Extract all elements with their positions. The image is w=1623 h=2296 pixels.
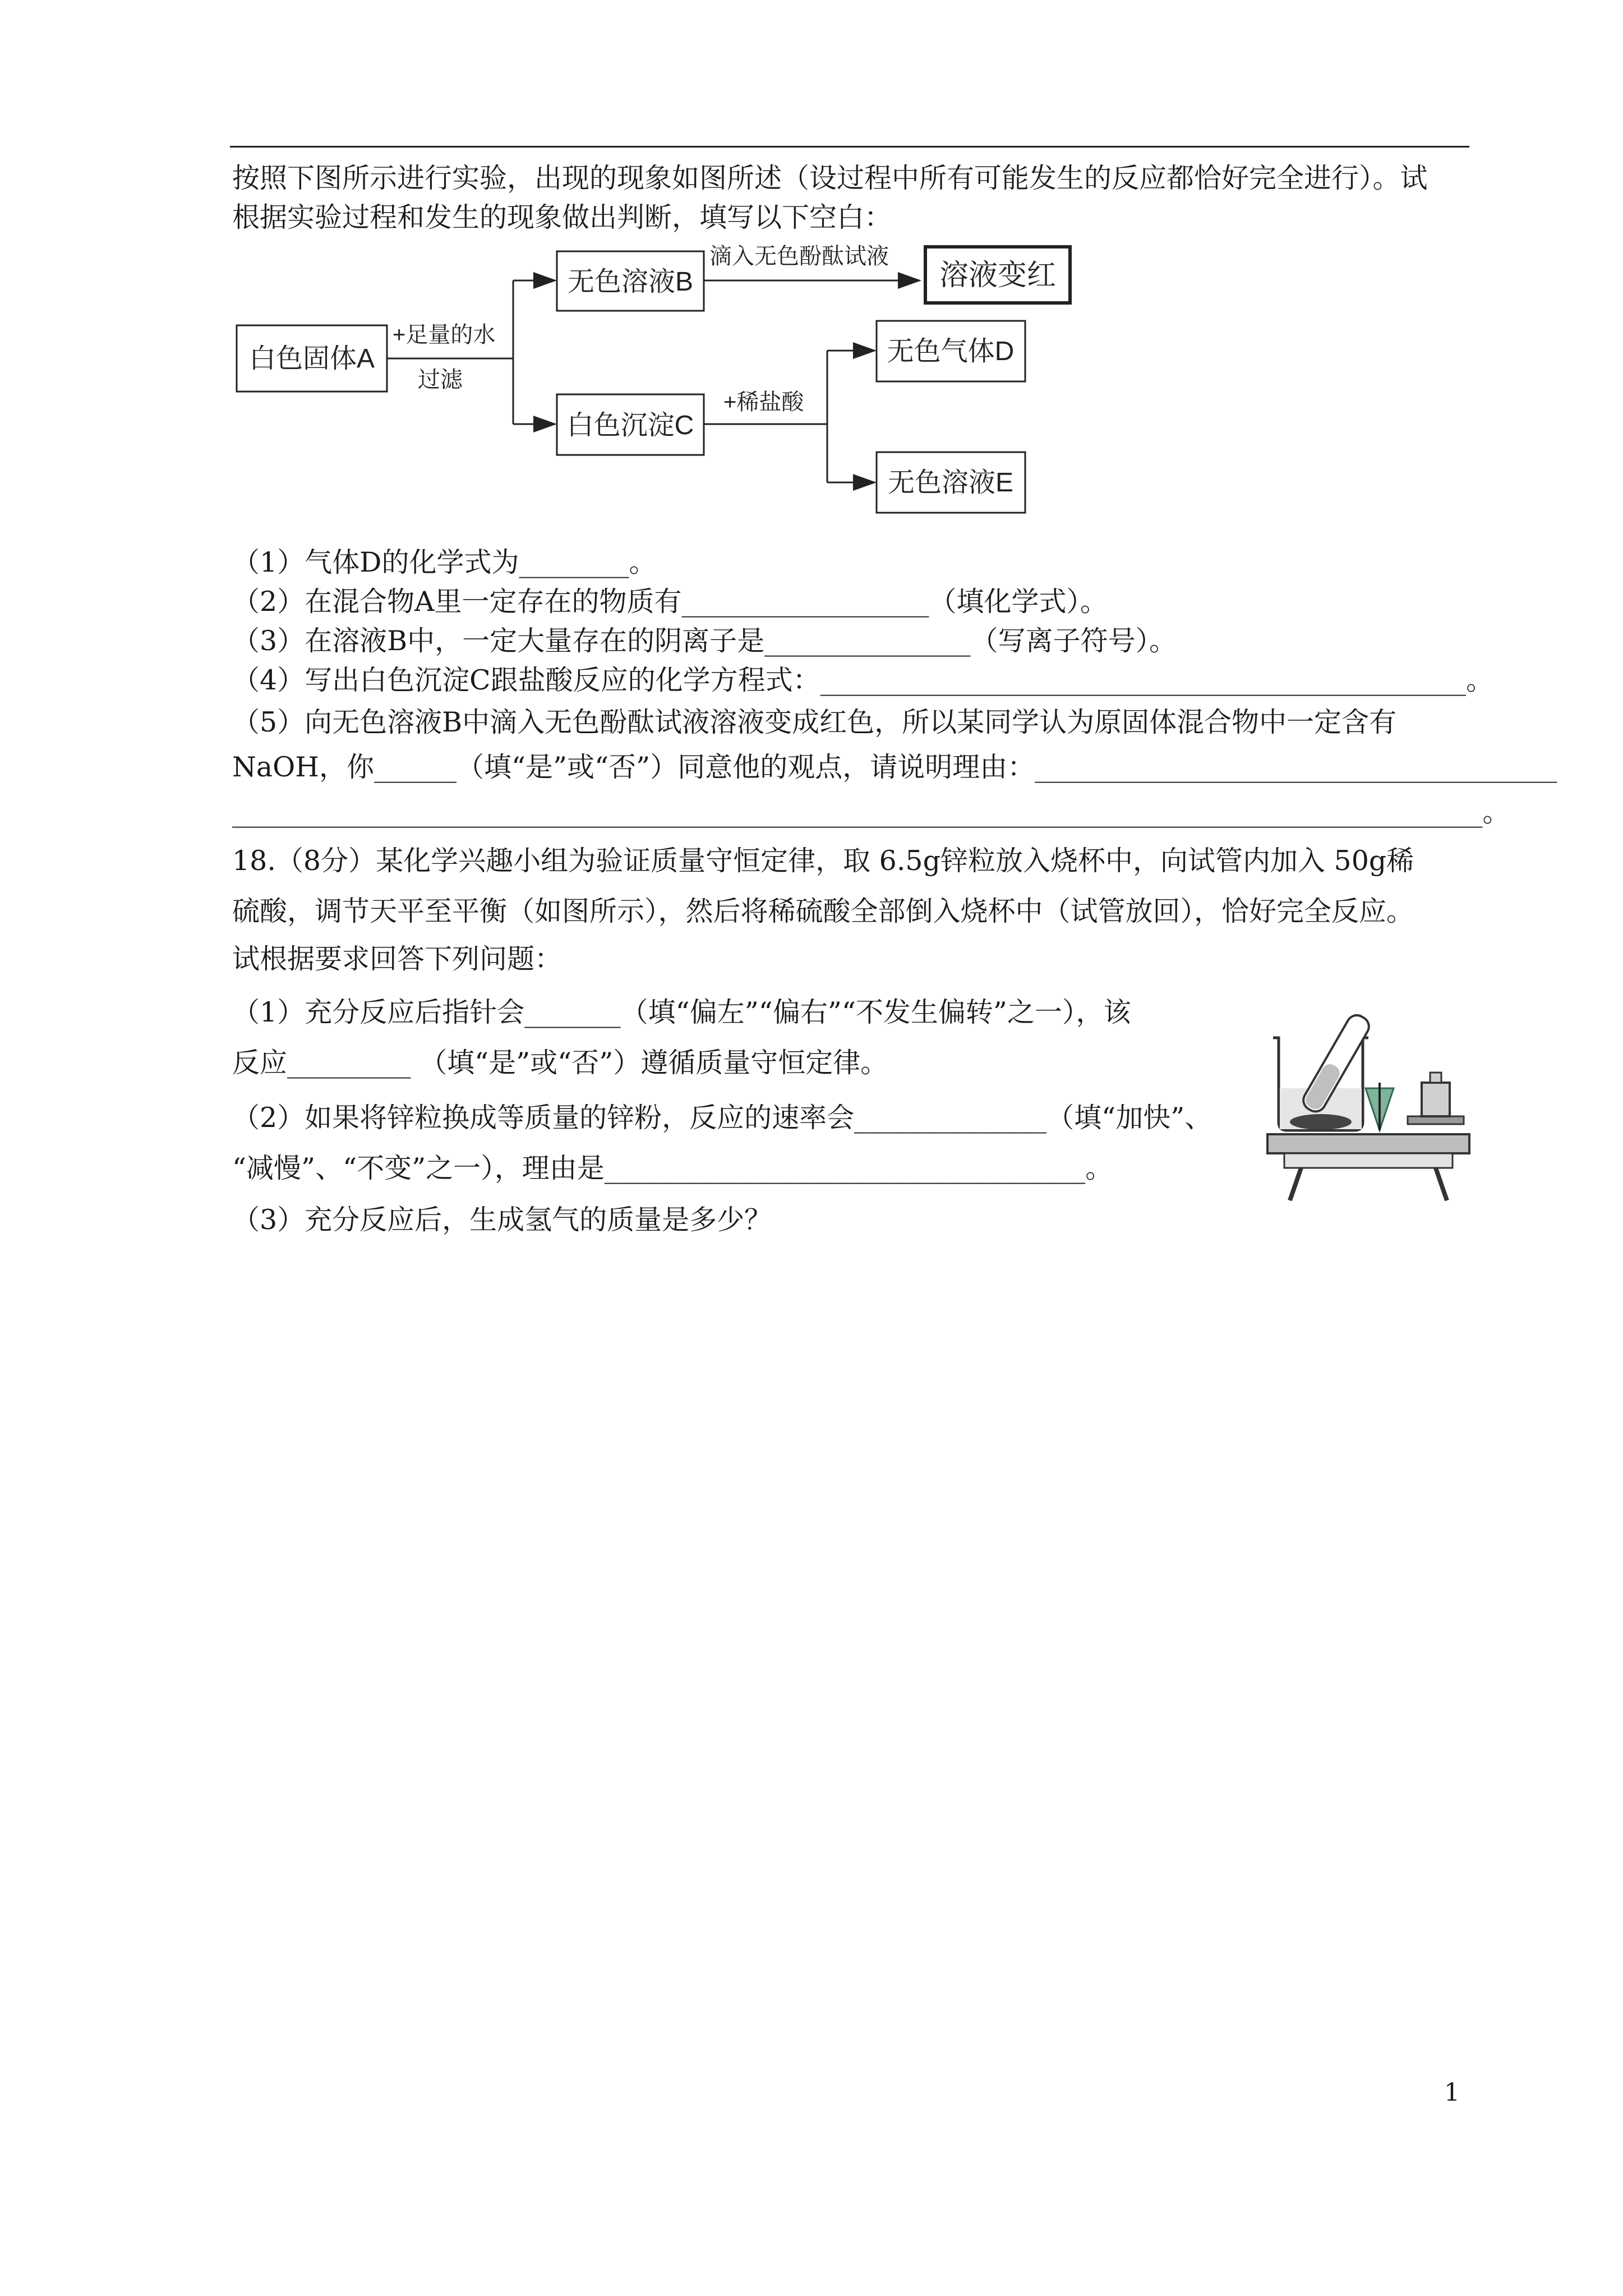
label-water: +足量的水	[393, 323, 496, 347]
weight-knob	[1430, 1073, 1441, 1083]
box-b-label: 无色溶液B	[567, 267, 694, 297]
q17-intro-line2: 根据实验过程和发生的现象做出判断，填写以下空白：	[232, 201, 892, 233]
q18-line1: 18.（8分）某化学兴趣小组为验证质量守恒定律，取 6.5g锌粒放入烧杯中，向试管内加入 50g稀	[232, 845, 1414, 877]
zinc-granules	[1290, 1114, 1352, 1130]
right-pan	[1408, 1116, 1464, 1124]
q17-part5-line3: ___________________________________________________________________________________________。	[232, 796, 1510, 828]
q18-part2-line1: （2）如果将锌粒换成等质量的锌粉，反应的速率会______________（填“加快”、	[232, 1102, 1212, 1134]
balance-beaker-figure	[1262, 1004, 1475, 1206]
q17-part5-line2: NaOH，你______（填“是”或“否”）同意他的观点，请说明理由：______________________________________	[232, 751, 1557, 783]
experiment-flow-diagram	[230, 236, 1094, 539]
scale-leg-left	[1290, 1168, 1301, 1200]
q18-line2: 硫酸，调节天平至平衡（如图所示），然后将稀硫酸全部倒入烧杯中（试管放回），恰好完全反应。	[232, 895, 1414, 927]
box-d-label: 无色气体D	[887, 337, 1015, 366]
scale-leg-right	[1436, 1168, 1447, 1200]
label-dilute-hcl: +稀盐酸	[723, 390, 804, 415]
q17-intro-line1: 按照下图所示进行实验，出现的现象如图所述（设过程中所有可能发生的反应都恰好完全进行）。试	[232, 162, 1428, 194]
q17-part1: （1）气体D的化学式为________。	[232, 546, 657, 578]
q17-part3: （3）在溶液B中，一定大量存在的阴离子是_______________（写离子符号）。	[232, 625, 1177, 657]
label-phenolphthalein: 滴入无色酚酞试液	[709, 244, 889, 269]
q18-line3: 试根据要求回答下列问题：	[232, 943, 562, 975]
scale-base	[1284, 1153, 1453, 1168]
page-number: 1	[1444, 2078, 1460, 2107]
q18-part1-line1: （1）充分反应后指针会_______（填“偏左”“偏右”“不发生偏转”之一），该	[232, 996, 1131, 1028]
scale-base-top	[1267, 1134, 1469, 1153]
q18-part2-line2: “减慢”、“不变”之一），理由是___________________________________。	[232, 1152, 1113, 1184]
q17-part2: （2）在混合物A里一定存在的物质有__________________（填化学式）。	[232, 586, 1108, 618]
box-a-label: 白色固体A	[248, 344, 375, 374]
q18-part3: （3）充分反应后，生成氢气的质量是多少？	[232, 1204, 772, 1236]
q17-part5-line1: （5）向无色溶液B中滴入无色酚酞试液溶液变成红色，所以某同学认为原固体混合物中一定含有	[232, 706, 1397, 738]
box-c-label: 白色沉淀C	[566, 411, 694, 440]
weight-icon	[1422, 1083, 1450, 1116]
q17-part4: （4）写出白色沉淀C跟盐酸反应的化学方程式：_______________________________________________。	[232, 664, 1494, 696]
box-e-label: 无色溶液E	[887, 468, 1014, 498]
label-filter: 过滤	[418, 367, 463, 392]
header-rule	[230, 146, 1469, 148]
box-red-label: 溶液变红	[939, 259, 1057, 292]
q18-part1-line2: 反应_________ （填“是”或“否”）遵循质量守恒定律。	[232, 1047, 888, 1079]
